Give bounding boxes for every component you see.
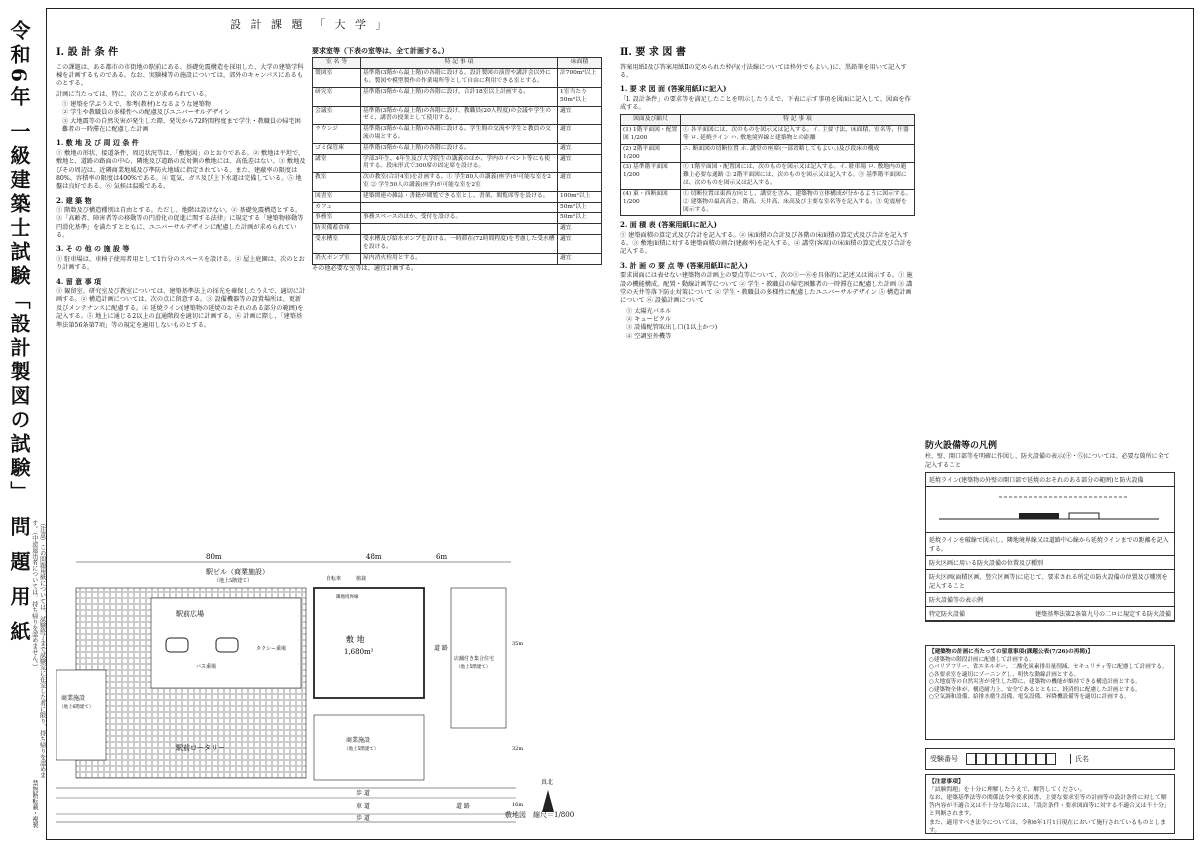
sidewalk-top: 歩 道	[356, 790, 370, 797]
room-name: 講堂	[313, 154, 361, 173]
drawing-row	[621, 189, 915, 215]
commercial-left-sub: （地上6階建て）	[59, 705, 94, 710]
side-note: （注意）この問題用紙については、試験終了まで試験室に在室した者に限り、持ち帰りを認めます。（中途退出者については、持ち帰りを認めません。）	[30, 520, 46, 778]
sub2-text: ① 階数及び構造種別は自由とする。ただし、地階は設けない。② 基礎免震構造とする。③「高齢者、障害者等の移動等の円滑化の促進に関する法律」に規定する「建築物移動等円滑化基準」を満たすとともに、ユニバーサルデザインに配慮した計画が求められている。	[56, 207, 304, 240]
room-row	[313, 253, 602, 264]
dim-16: 16m	[512, 802, 524, 808]
room-note: 基準階(3階から最上階)の各階に設ける。学生間の交流や学生と教員の交流の場とする。	[361, 125, 558, 144]
section1-intro: この課題は、ある都市の市街地の駅前にある、基礎免震構造を採用した、大学の建築学科棟を計画するものである。なお、実験棟等の施設については、郊外のキャンパスにあるものとする。	[56, 63, 304, 88]
legend-row5: 防火設備等の表示例	[926, 593, 1174, 607]
boundary-label: 隣地境界線	[336, 595, 359, 600]
shop-house: 店舗付き集合住宅	[454, 656, 495, 662]
drawing-note: ① 1階平面図・配置図には、次のものを図示又は記入する。イ. 駐車場 ロ. 敷地内の避難上必要な通路 ② 2階平面図には、次のものを図示又は記入する。③ 基準階平面図には、次のものを図示又は記入する。	[681, 163, 915, 189]
room-note: 基準階(3階から最上階)の各階に設け、教職員(20人程度)の会議や学生のゼミ、講習の授業として使用する。	[361, 106, 558, 125]
sub1-heading: 1. 敷 地 及 び 周 辺 条 件	[56, 138, 139, 148]
planning-notes	[925, 645, 1175, 740]
dim-6: 6m	[436, 553, 448, 561]
room-name: 消火ポンプ室	[313, 253, 361, 264]
room-note	[361, 224, 558, 235]
room-name: 防災備蓄倉庫	[313, 224, 361, 235]
room-requirements	[312, 42, 602, 547]
legend-title: 防火設備等の凡例	[925, 441, 998, 451]
side-title: 令和6年 一級建築士試験「設計製図の試験」 問 題 用 紙	[7, 20, 31, 645]
drawing-table	[620, 114, 915, 216]
room-note: 屋内消火栓用とする。	[361, 253, 558, 264]
dim-48: 48m	[366, 553, 382, 561]
point-2: ② 学生や教職員の多様性への配慮及びユニバーサルデザイン	[62, 109, 231, 117]
bus-stop: バス乗場	[196, 664, 217, 670]
equip-1: ① 太陽光パネル	[626, 307, 672, 315]
room-name: 受水槽室	[313, 235, 361, 254]
equip-2: ② キュービクル	[626, 316, 672, 324]
station-building-sub: （地上5階建て）	[214, 578, 253, 584]
commercial-right-sub: （地上5階建て）	[344, 747, 379, 752]
room-row	[313, 224, 602, 235]
room-name: 会議室	[313, 106, 361, 125]
room-name: 製図室	[313, 69, 361, 88]
drawing-name: (2) 2階平面図 1/200	[621, 144, 681, 163]
room-area: 適宜	[558, 154, 602, 173]
note-1: ○建築物の階段計画に配慮して計画する。	[929, 656, 1035, 663]
shop-house-sub: （地上5階建て）	[456, 665, 491, 670]
sub2-heading: 2. 建 築 物	[56, 195, 92, 205]
legend-examples	[926, 607, 1174, 621]
th-room: 室 名 等	[313, 58, 361, 69]
room-row	[313, 202, 602, 213]
drawing-name: (3) 基準階平面図 1/200	[621, 163, 681, 189]
point-3: ③ 大地震等の自然災害が発生した際、発災から72時間程度まで学生・教職員の帰宅困難者の一時滞在に配慮した計画	[62, 117, 301, 134]
room-note: 次の教室(合計4室)を計画する。① 学生80人の講義(座学)が可能な室を2室 ② 学生50人の講義(座学)が可能な室を2室	[361, 173, 558, 192]
drawing-row	[621, 126, 915, 145]
sub4-text: ① 観留室、研究室及び教室については、建築基準法上の採光を確保したうえで、適切に計画する。② 構造計画については、次の点に留意する。③ 設備機器等の設置場所は、更新及びメンテナンスに配慮する。④ 延焼ライン(建築物の延焼のおそれのある部分の範囲)を記入する。⑤ 地上に通じる2以上の直通階段を適切に計画する。⑥ 計画に際し、「建築基準法第56条第7項」等の規定を適用しないものとする。	[56, 288, 306, 329]
room-name: 事務室	[313, 213, 361, 224]
s2-sub2-text: ① 建築面積の算定式及び合計を記入する。② 床面積の合計及び各階の床面積の算定式及び合計を記入する。③ 敷地面積に対する建築面積の割合(建蔽率)を記入する。④ 講堂(客席)の床面積の算定式及び合計を記入する。	[620, 231, 913, 256]
drawing-note: ① 各平面図には、次のものを図示又は記入する。イ. 主要寸法、床面積、室名等、什器等 ロ. 延焼ライン ハ. 敷地境界線と建築物との距離	[681, 126, 915, 145]
legend-row1: 延焼ライン(建築物の外壁の開口部で延焼のおそれのある部分の範囲)と防火設備	[926, 473, 1174, 487]
legend-desc: 柱、壁、開口部等を明確に作図し、防火設備の表示(㊉・㊇)については、必要な箇所に全て記入すること	[925, 453, 1170, 469]
room-name: カフェ	[313, 202, 361, 213]
room-name: ゴミ保管庫	[313, 143, 361, 154]
sub3-heading: 3. そ の 他 の 施 設 等	[56, 244, 130, 254]
attention-3: また、適用すべき法令については、令和6年1月1日現在において施行されているものとします。	[929, 819, 1166, 834]
room-name: 教室	[313, 173, 361, 192]
equip-4: ④ 空調室外機等	[626, 332, 672, 340]
s2-sub3-text: 要求図面には表せない建築物の計画上の要点等について、次の①〜⑥を具体的に記述又は図示する。① 施設の機能構成、配置・動線計画等について ② 学生・教職員の帰宅困難者の一時滞在に配慮した計画 ③ 講堂の天井等落下防止対策について ④ 学生・教職員の多様性に配慮したユニバーサルデザイン ⑤ 構造計画について ⑥ 設備計画について	[620, 272, 913, 305]
s2-sub1: 1. 要 求 図 面 (答案用紙Ⅰに記入)	[620, 84, 727, 94]
design-conditions	[56, 40, 306, 545]
drawing-note: ① 切断位置は東西方向とし、講堂を含み、建築物の立体構成が分かるように図示する。② 建築物の最高高さ、階高、天井高、床高及び主要な室名等を記入する。③ 免震層を図示する。	[681, 189, 915, 215]
room-area: 適宜	[558, 106, 602, 125]
room-name: ラウンジ	[313, 125, 361, 144]
th-area: 床面積	[558, 58, 602, 69]
note-2: ○バリアフリー、省エネルギー、二酸化炭素排出量削減、セキュリティ等に配慮して計画する。	[929, 664, 1168, 671]
bicycle-label: 自転車	[326, 576, 342, 582]
drawing-row	[621, 163, 915, 189]
room-name: 図書室	[313, 191, 361, 202]
room-note: 基準階(3階から最上階)の各階に設ける。設計製図の演習や講評会以外にも、製図や模型製作の作業場所等として自由に利用できる室とする。	[361, 69, 558, 88]
legend-row4: 防火区画(面積区画、竪穴区画等)に応じて、要求される所定の防火設備の位置及び種別を記入すること	[926, 570, 1174, 593]
equip-3: ③ 設備配管取出し口(1以上かつ)	[626, 324, 718, 332]
note-title: 【建築物の計画に当たっての留意事項(課題公表(7/26)の再掲)】	[929, 649, 1094, 655]
fire-equipment-legend	[925, 438, 1175, 634]
plaza-label: 駅前広場	[176, 610, 204, 618]
section2-heading: Ⅱ. 要 求 図 書	[620, 47, 686, 58]
room-area: 適宜	[558, 235, 602, 254]
commercial-left: 商業施設	[61, 695, 86, 702]
room-row	[313, 191, 602, 202]
s2-sub1-text: 「Ⅰ. 設計条件」の要求等を満足したことを明示したうえで、下表に示す事項を図面に記入して、図面を作成する。	[620, 95, 911, 112]
rotary-label: 駅前ロータリー	[176, 744, 225, 752]
room-area: 適宜	[558, 253, 602, 264]
room-row	[313, 69, 602, 88]
room-note: 基準階(3階から最上階)の各階に設け、合計18室以上計画する。	[361, 87, 558, 106]
required-drawings	[620, 40, 915, 830]
section2-intro: 答案用紙Ⅰ及び答案用紙Ⅱの定められた枠内(寸法線については枠外でもよい。)に、黒鉛筆を用いて記入する。	[620, 63, 907, 79]
th-drawing-note: 特 記 事 項	[681, 115, 915, 126]
section1-heading: Ⅰ. 設 計 条 件	[56, 47, 119, 58]
legend-ex2: 建築基準法第2条第九号の二ロに規定する防火設備	[1035, 611, 1171, 618]
room-row	[313, 125, 602, 144]
site-area: 1,680m²	[344, 648, 374, 656]
dim-80: 80m	[206, 553, 222, 561]
legend-diagram	[926, 487, 1174, 533]
examinee-id-row	[925, 748, 1175, 770]
table1-footer: その他必要な室等は、適宜計画する。	[312, 264, 418, 272]
dim-35: 35m	[512, 641, 524, 647]
table1-caption: 要求室等（下表の室等は、全て計画する。）	[312, 46, 449, 55]
attention-box	[925, 774, 1175, 834]
site-label: 敷 地	[346, 635, 365, 644]
attention-title: 【注意事項】	[929, 779, 964, 785]
room-name: 研究室	[313, 87, 361, 106]
drawing-note: ニ. 断面図の切断位置 ホ. 講堂の座席(一部省略してもよい。)及び段床の構成	[681, 144, 915, 163]
page-title: 設 計 課 題 「 大 学 」	[230, 18, 390, 31]
room-note: 事務スペースのほか、受付を設ける。	[361, 213, 558, 224]
note-5: ○建築物全体が、構造耐力上、安全であるとともに、経済的に配慮した計画とする。	[929, 686, 1141, 693]
point-1: ① 建築を学ぶうえで、参考(教材)となるような建築物	[62, 100, 211, 108]
room-note	[361, 202, 558, 213]
road-label-east: 道 路	[434, 645, 448, 652]
map-scale: 敷地図 縮尺＝1/800	[505, 811, 575, 819]
room-area: 50m²以上	[558, 202, 602, 213]
legend-row3: 防火区画に用いる防火設備の位置及び種別	[926, 556, 1174, 570]
name-label: 氏名	[1070, 754, 1089, 764]
site-map	[56, 550, 596, 830]
fire-line-diagram	[929, 489, 1169, 531]
commercial-right: 商業施設	[346, 737, 371, 744]
carriageway: 車 道	[356, 803, 370, 810]
s2-sub2: 2. 面 積 表 (答案用紙Ⅰに記入)	[620, 220, 717, 230]
id-cells[interactable]	[966, 753, 1056, 765]
id-label: 受験番号	[930, 755, 958, 763]
s2-sub3: 3. 計 画 の 要 点 等 (答案用紙Ⅱに記入)	[620, 260, 748, 270]
room-area: 適宜	[558, 173, 602, 192]
room-row	[313, 173, 602, 192]
room-area: 100m²以上	[558, 191, 602, 202]
room-area: 50m²以上	[558, 213, 602, 224]
room-table	[312, 57, 602, 264]
sub4-heading: 4. 留 意 事 項	[56, 276, 102, 286]
side-small: 禁無断転載・複製	[31, 780, 38, 828]
room-row	[313, 154, 602, 173]
legend-row2: 延焼ラインを破線で図示し、隣地境界線又は道路中心線から延焼ラインまでの距離を記入する。	[926, 533, 1174, 556]
dim-32: 32m	[512, 746, 524, 752]
th-drawing: 図面及び縮尺	[621, 115, 681, 126]
note-3: ○各要求室を適切にゾーニングし、明快な動線計画とする。	[929, 671, 1080, 678]
room-row	[313, 235, 602, 254]
room-note: 基準階(3階から最上階)の各階に設ける。	[361, 143, 558, 154]
attention-2: なお、建築基準法等の関係法令や要求図書、主要な要求室等の計画等の設計条件に対して解答内容が不適合又は不十分な場合には、「設計条件・要求図面等に対する不適合又は不十分」と判断されます。	[929, 795, 1170, 818]
north-arrow-icon	[542, 790, 554, 812]
room-area: 適宜	[558, 125, 602, 144]
legend-box	[925, 472, 1175, 622]
room-note: 学部3年生、4年生及び大学院生の講義のほか、学内のイベント等にも使用する。段床形式で300席の固定席を設ける。	[361, 154, 558, 173]
note-4: ○大地震等の自然災害が発生した際に、建築物の機能が維持できる構造計画とする。	[929, 679, 1141, 686]
room-note: 建築関連の雑誌・書籍が閲覧できる室とし、書架、閲覧席等を設ける。	[361, 191, 558, 202]
station-building: 駅ビル（商業施設）	[206, 568, 269, 576]
drawing-name: (1) 1階平面図・配置図 1/200	[621, 126, 681, 145]
room-row	[313, 213, 602, 224]
sidewalk-bottom: 歩 道	[356, 815, 370, 822]
room-area: 1室当たり50m²以上	[558, 87, 602, 106]
section1-points	[56, 101, 306, 134]
room-row	[313, 87, 602, 106]
attention-1: 「試験問題」を十分に理解したうえで、解答してください。	[929, 787, 1086, 794]
room-area: 適宜	[558, 224, 602, 235]
drawing-name: (4) 東・西断面図 1/200	[621, 189, 681, 215]
equipment-list	[620, 308, 915, 341]
th-note: 特 記 事 項	[361, 58, 558, 69]
note-6: ○空気調和設備、給排水衛生設備、電気設備、昇降機設備等を適切に計画する。	[929, 694, 1130, 701]
planting-label: 植栽	[356, 576, 367, 582]
room-area: 適宜	[558, 143, 602, 154]
section1-intro2: 計画に当たっては、特に、次のことが求められている。	[56, 90, 211, 98]
room-row	[313, 143, 602, 154]
sub1-text: ① 敷地の形状、接道条件、周辺状況等は、「敷地図」のとおりである。② 敷地は平坦で、敷地と、道路の路面の中心、隣地及び道路の反対側の敷地には、高低差はない。③ 敷地及びその周辺は、近隣商業地域及び準防火地域に指定されている。また、建蔽率の限度は80%、容積率の限度は400%である。④ 電気、ガス及び上下水道は完備している。⑤ 地盤は良好である。⑥ 気候は温暖である。	[56, 149, 306, 191]
room-area: 計700m²以上	[558, 69, 602, 88]
room-note: 受水槽及び給水ポンプを設ける。一時滞在(72時間程度)を考慮した受水槽を設ける。	[361, 235, 558, 254]
drawing-row	[621, 144, 915, 163]
room-row	[313, 106, 602, 125]
road-label-south: 道 路	[456, 803, 470, 810]
sub3-text: ① 駐車場は、車椅子使用者用として1台分のスペースを設ける。② 屋上庭園は、次のとおり計画する。	[56, 255, 305, 272]
taxi-stop: タクシー乗場	[256, 646, 287, 652]
north-label: 真北	[541, 779, 554, 786]
legend-ex1: 特定防火設備	[929, 611, 966, 618]
